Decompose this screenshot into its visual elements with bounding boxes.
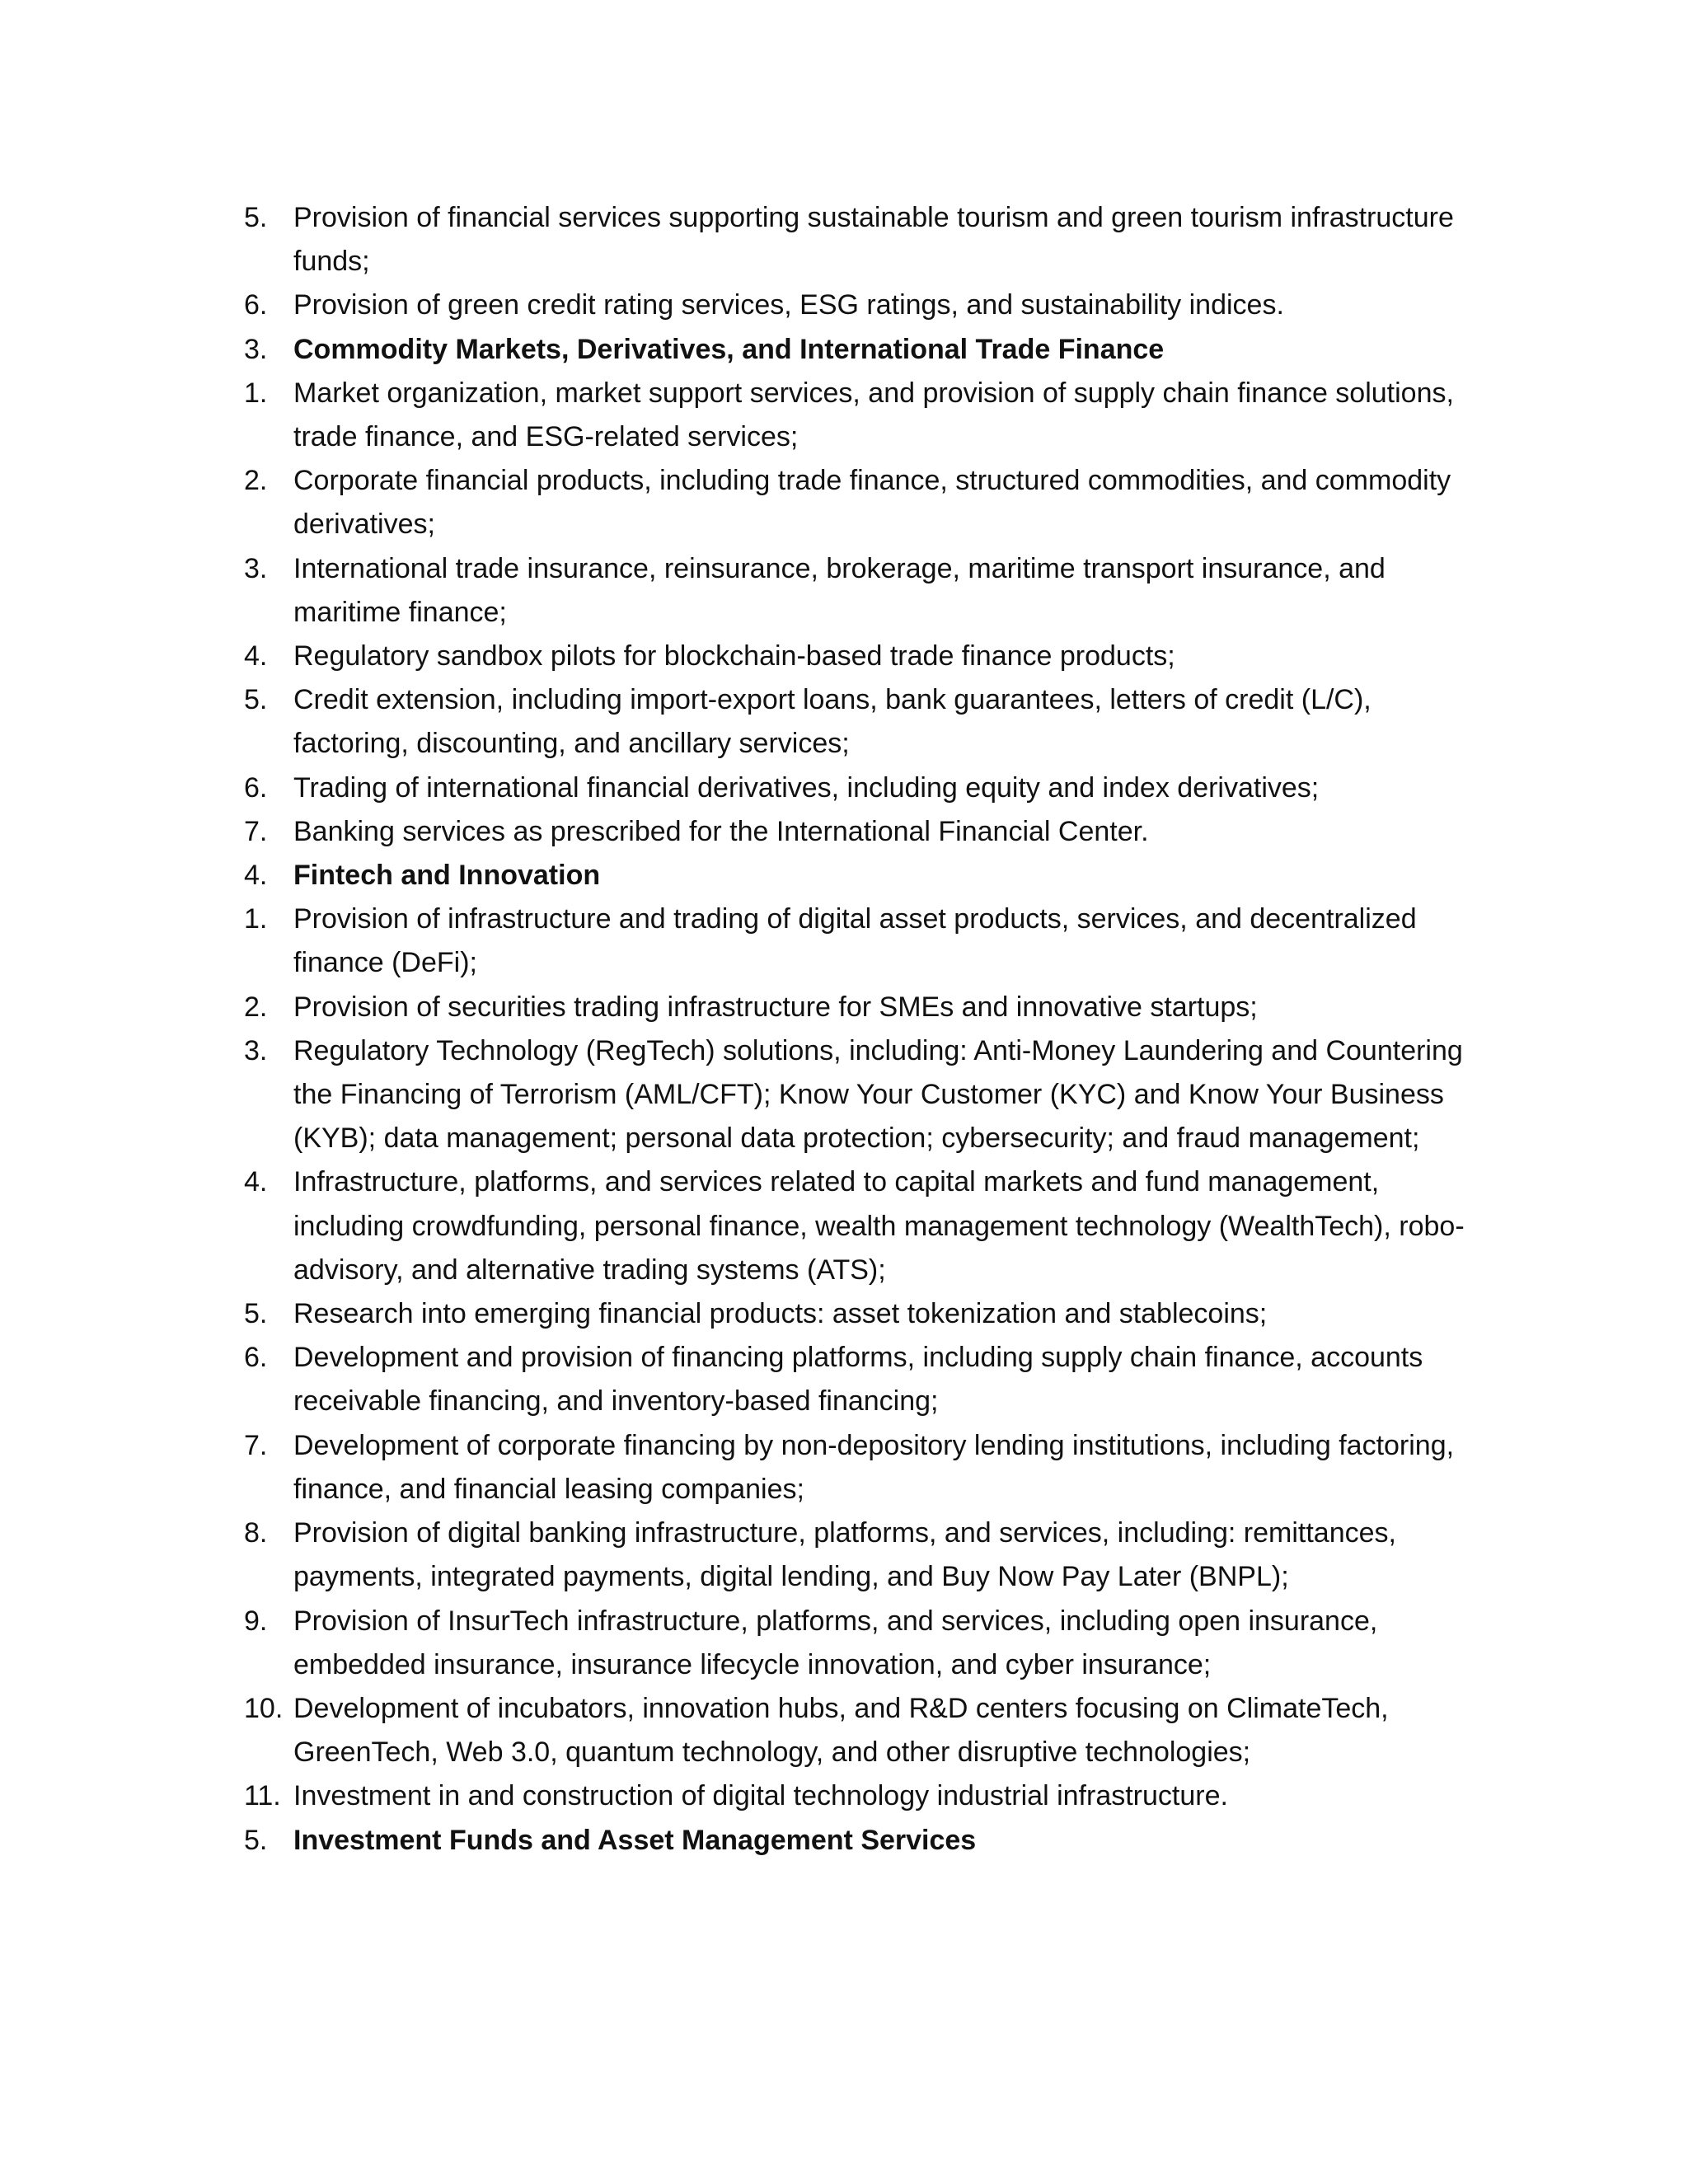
numbered-list [244,196,1480,1863]
list-item-number: 10. [244,1692,284,1724]
list-item [244,459,1480,546]
list-item [244,1029,1480,1161]
list-item-number: 2. [244,465,268,497]
list-item [244,1424,1480,1511]
list-item-text: Credit extension, including import-export loans, bank guarantees, letters of credit (L/C), factoring, discounting, and ancillary services; [293,684,1372,760]
list-item-number: 5. [244,1824,268,1856]
list-item [244,547,1480,635]
section-heading [244,854,1480,898]
list-item-number: 5. [244,202,268,233]
list-item-text: Infrastructure, platforms, and services related to capital markets and fund management, including crowdfunding, personal finance, wealth management technology (WealthTech), robo-advisory, and alternative trading systems (ATS); [293,1166,1465,1286]
list-item-text: Development of incubators, innovation hubs, and R&D centers focusing on ClimateTech, GreenTech, Web 3.0, quantum technology, and other disruptive technologies; [293,1692,1389,1769]
list-item-text: Market organization, market support services, and provision of supply chain finance solutions, trade finance, and ESG-related services; [293,377,1454,453]
list-item-number: 4. [244,640,268,673]
list-item-text: Banking services as prescribed for the International Financial Center. [293,815,1149,847]
list-item [244,284,1480,327]
list-item-text: Provision of digital banking infrastructure, platforms, and services, including: remittances, payments, integrated payments, digital lending, and Buy Now Pay Later (BNPL); [293,1517,1396,1593]
list-item [244,766,1480,810]
section-heading-text: Commodity Markets, Derivatives, and International Trade Finance [293,333,1165,365]
list-item-number: 6. [244,1342,268,1374]
section-heading-text: Fintech and Innovation [293,860,601,892]
list-item-number: 11. [244,1780,281,1812]
list-item-text: Provision of infrastructure and trading of digital asset products, services, and decentralized finance (DeFi); [293,903,1417,979]
list-item [244,1336,1480,1423]
list-item-number: 5. [244,684,268,716]
list-item-text: Investment in and construction of digital technology industrial infrastructure. [293,1780,1228,1812]
list-item-text: Trading of international financial derivatives, including equity and index derivatives; [293,771,1320,804]
list-item-number: 7. [244,1429,268,1461]
list-item [244,196,1480,284]
list-item [244,1600,1480,1687]
list-item-number: 8. [244,1517,268,1549]
list-item [244,372,1480,459]
section-heading [244,1819,1480,1863]
list-item-text: Regulatory sandbox pilots for blockchain-based trade finance products; [293,640,1175,673]
list-item-number: 1. [244,377,268,409]
list-item-text: International trade insurance, reinsurance, brokerage, maritime transport insurance, and maritime finance; [293,552,1386,628]
list-item-text: Provision of securities trading infrastructure for SMEs and innovative startups; [293,991,1258,1023]
list-item [244,635,1480,678]
list-item-number: 2. [244,991,268,1023]
list-item-text: Regulatory Technology (RegTech) solutions, including: Anti-Money Laundering and Countering the Financing of Terrorism (AML/CFT); Know Your Customer (KYC) and Know Your Business (KYB); data management; personal data protection; cybersecurity; and fraud management; [293,1034,1463,1155]
list-item [244,810,1480,854]
list-item [244,1687,1480,1774]
list-item-text: Provision of green credit rating services, ESG ratings, and sustainability indices. [293,289,1284,321]
list-item-text: Development and provision of financing platforms, including supply chain finance, accounts receivable financing, and inventory-based financing; [293,1342,1423,1418]
list-item-number: 1. [244,903,268,935]
list-item-text: Development of corporate financing by non-depository lending institutions, including factoring, finance, and financial leasing companies; [293,1429,1455,1505]
section-heading-text: Investment Funds and Asset Management Services [293,1824,977,1856]
list-item-number: 3. [244,1034,268,1066]
list-item-text: Provision of InsurTech infrastructure, platforms, and services, including open insurance, embedded insurance, insurance lifecycle innovation, and cyber insurance; [293,1605,1378,1680]
list-item [244,898,1480,985]
list-item [244,1511,1480,1599]
list-item-number: 4. [244,1166,268,1198]
list-item-number: 3. [244,552,268,584]
list-item [244,986,1480,1029]
list-item [244,1292,1480,1336]
list-item [244,1160,1480,1292]
list-item-number: 6. [244,289,268,321]
list-item-number: 5. [244,1298,268,1330]
list-item [244,1774,1480,1818]
list-item-text: Corporate financial products, including trade finance, structured commodities, and commodity derivatives; [293,465,1451,541]
list-item-number: 4. [244,860,268,892]
section-heading [244,328,1480,372]
list-item-number: 6. [244,771,268,804]
list-item-number: 9. [244,1605,268,1637]
list-item [244,678,1480,766]
list-item-text: Research into emerging financial products: asset tokenization and stablecoins; [293,1298,1268,1330]
list-item-text: Provision of financial services supporting sustainable tourism and green tourism infrastructure funds; [293,202,1454,278]
list-item-number: 7. [244,815,268,847]
list-item-number: 3. [244,333,268,365]
